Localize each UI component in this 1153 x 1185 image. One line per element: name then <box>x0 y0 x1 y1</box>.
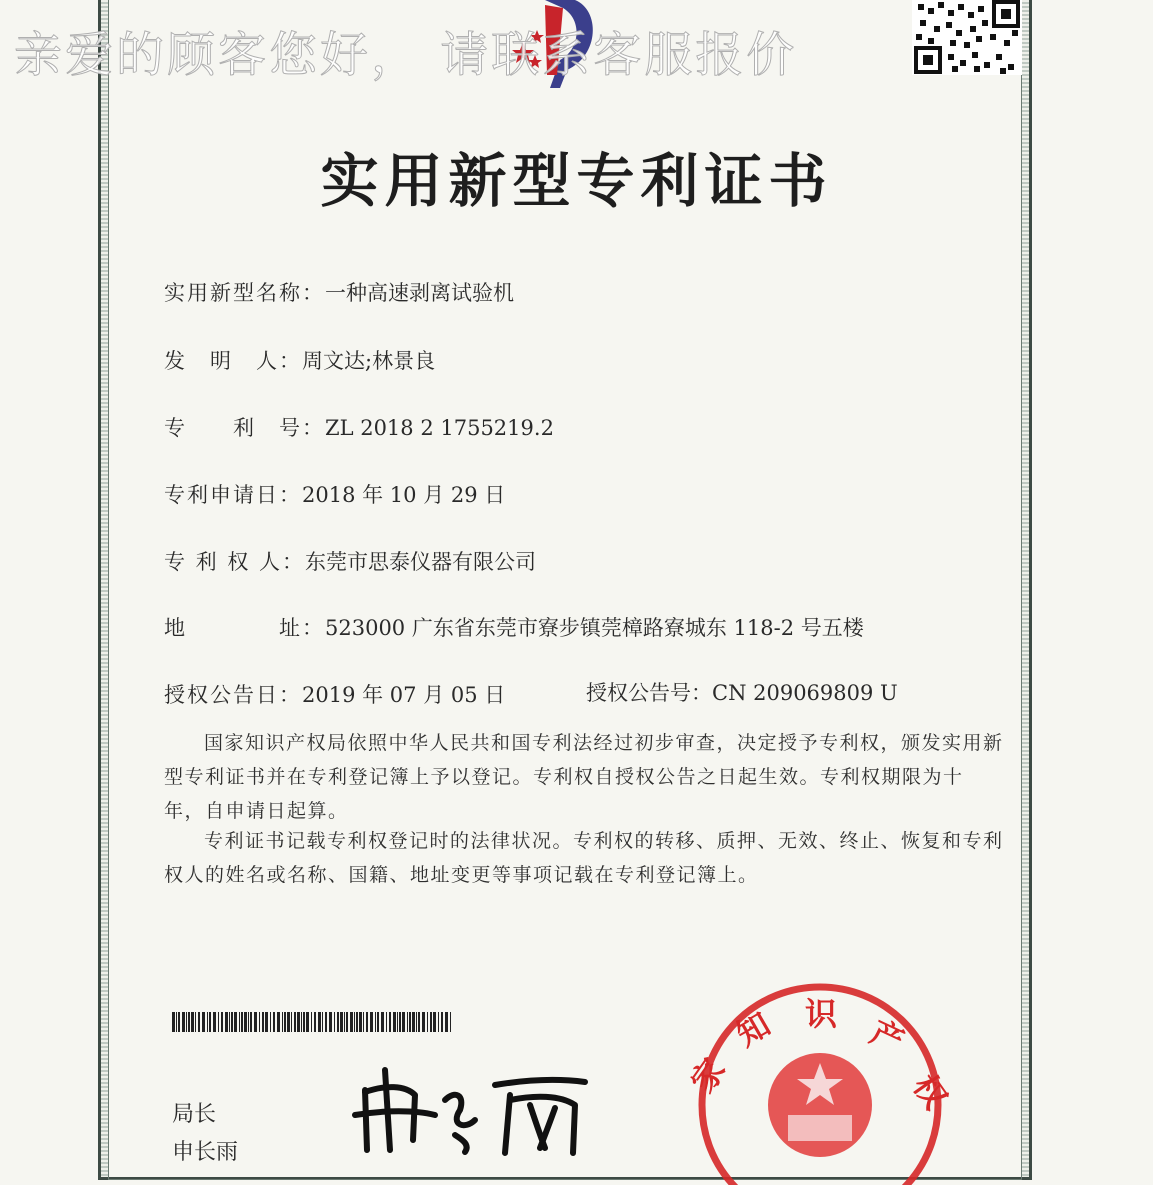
field-value: 周文达;林景良 <box>302 349 436 373</box>
field-publication-date <box>164 679 505 709</box>
field-label: 发 明 人： <box>164 349 302 373</box>
field-label: 专利申请日： <box>164 483 302 507</box>
certificate-paragraph: 专利证书记载专利权登记时的法律状况。专利权的转移、质押、无效、终止、恢复和专利权人的姓名或名称、国籍、地址变更等事项记载在专利登记簿上。 <box>164 830 1004 886</box>
field-value: 2019 年 07 月 05 日 <box>302 683 506 707</box>
watermark-text: 亲爱的顾客您好， 请联系客服报价 <box>14 27 798 83</box>
field-value: 523000 广东省东莞市寮步镇莞樟路寮城东 118-2 号五楼 <box>325 616 864 640</box>
signature-icon <box>345 1060 605 1153</box>
field-value: 一种高速剥离试验机 <box>325 281 514 305</box>
field-label: 实用新型名称： <box>164 281 325 305</box>
director-title: 局长 <box>172 1102 217 1127</box>
field-publication-number <box>586 677 898 707</box>
field-patent-holder <box>164 546 536 576</box>
certificate-paragraph: 国家知识产权局依照中华人民共和国专利法经过初步审查，决定授予专利权，颁发实用新型专利证书并在专利登记簿上予以登记。专利权自授权公告之日起生效。专利权期限为十年，自申请日起算。 <box>164 732 1004 822</box>
svg-text:权: 权 <box>905 1067 955 1116</box>
official-seal-icon <box>683 985 955 1185</box>
field-label: 授权公告日： <box>164 683 302 707</box>
field-label: 地 址： <box>164 616 325 640</box>
field-value: CN 209069809 U <box>712 681 898 705</box>
field-patent-number <box>164 412 554 442</box>
svg-text:家: 家 <box>683 1051 733 1100</box>
qr-code-icon <box>912 0 1022 75</box>
field-label: 专 利 号： <box>164 416 325 440</box>
field-value: ZL 2018 2 1755219.2 <box>325 416 554 440</box>
certificate-title: 实用新型专利证书 <box>320 147 833 215</box>
field-inventor <box>164 345 435 375</box>
field-label: 专 利 权 人： <box>164 550 306 574</box>
svg-text:识: 识 <box>805 995 838 1033</box>
director-name: 申长雨 <box>172 1140 239 1165</box>
field-application-date <box>164 479 505 509</box>
svg-text:知: 知 <box>730 1005 777 1054</box>
svg-text:产: 产 <box>864 1012 910 1061</box>
field-value: 2018 年 10 月 29 日 <box>302 483 506 507</box>
barcode-icon <box>172 1012 454 1032</box>
field-value: 东莞市思泰仪器有限公司 <box>305 550 537 574</box>
field-address <box>164 612 864 642</box>
field-label: 授权公告号： <box>586 681 712 705</box>
field-utility-model-name <box>164 277 514 307</box>
